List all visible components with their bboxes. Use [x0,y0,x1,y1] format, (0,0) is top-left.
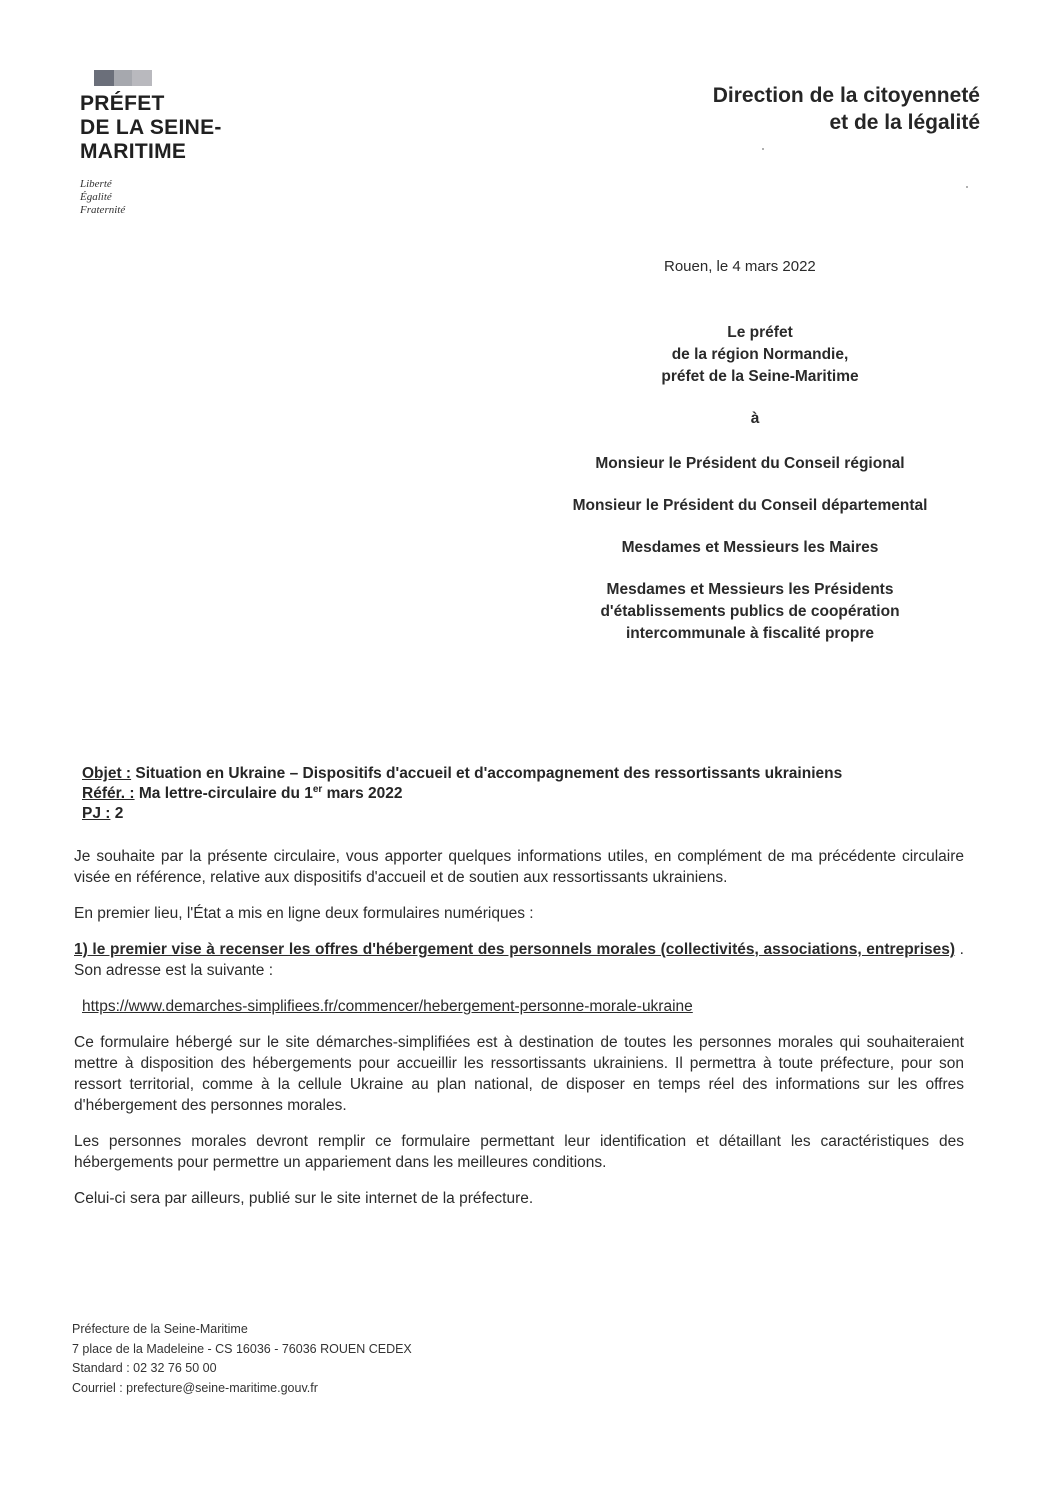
marianne-logo-icon [94,66,156,88]
letter-body [74,846,964,1224]
prefecture-name-line: DE LA SEINE- [80,116,222,139]
recipient: Monsieur le Président du Conseil départemental [572,497,928,514]
footer-line: Standard : 02 32 76 50 00 [72,1361,217,1375]
sender-line: préfet de la Seine-Maritime [661,368,859,385]
reference-label: Référ. : [82,785,135,802]
attachments-line [82,804,982,824]
prefecture-contact-footer [72,1320,412,1398]
attachments-count: 2 [110,805,124,822]
direction-line: et de la légalité [829,111,980,134]
reference-sup: er [312,783,323,795]
footer-line: 7 place de la Madeleine - CS 16036 - 76036 ROUEN CEDEX [72,1341,412,1356]
subject-block [82,764,982,824]
sender-line: Le préfet [727,324,793,341]
recipient: Monsieur le Président du Conseil régional [595,455,905,472]
reference-text-end: mars 2022 [322,785,403,802]
letter-date: Rouen, le 4 mars 2022 [664,258,816,275]
recipient-line: d'établissements publics de coopération [600,603,900,620]
recipient: Mesdames et Messieurs les Maires [621,539,879,556]
scan-speck [762,148,764,150]
sender-block [520,322,1000,388]
motto-line: Fraternité [80,204,126,216]
recipients-block [530,453,970,645]
prefecture-name-line: PRÉFET [80,92,165,115]
reference-text: Ma lettre-circulaire du 1 [134,785,313,802]
recipient-line: Mesdames et Messieurs les Présidents [606,581,894,598]
footer-line: Préfecture de la Seine-Maritime [72,1322,248,1336]
paragraph: Celui-ci sera par ailleurs, publié sur le site internet de la préfecture. [74,1190,534,1207]
form-url-link[interactable]: https://www.demarches-simplifiees.fr/commencer/hebergement-personne-morale-ukraine [82,998,693,1015]
subject-line [82,764,982,784]
to-word: à [750,410,760,427]
footer-email: Courriel : prefecture@seine-maritime.gouv.fr [72,1380,318,1395]
direction-line: Direction de la citoyenneté [712,84,980,107]
scan-speck [966,186,968,188]
motto-line: Liberté [80,178,112,190]
republic-motto [80,178,300,217]
paragraph: Je souhaite par la présente circulaire, vous apporter quelques informations utiles, en complément de ma précédente circulaire visée en référence, relative aux dispositifs d'accueil et de soutien aux ressortissants ukrainiens. [74,848,964,886]
sender-line: de la région Normandie, [671,346,849,363]
subject-label: Objet : [82,765,132,782]
list-item [74,939,964,981]
motto-line: Égalité [80,191,112,203]
paragraph: Les personnes morales devront remplir ce formulaire permettant leur identification et détaillant les caractéristiques des hébergements pour permettre un appariement dans les meilleures conditions. [74,1133,964,1171]
reference-line [82,784,982,804]
attachments-label: PJ : [82,805,111,822]
recipient-line: intercommunale à fiscalité propre [625,625,875,642]
paragraph: Ce formulaire hébergé sur le site démarches-simplifiées est à destination de toutes les personnes morales qui souhaiteraient mettre à disposition des hébergements pour accueillir les ressortissants ukrainiens. Il permettra à toute préfecture, pour son ressort territorial, comme à la cellule Ukraine au plan national, de disposer en temps réel des informations sur les offres d'hébergement des personnes morales. [74,1034,964,1114]
paragraph: En premier lieu, l'État a mis en ligne deux formulaires numériques : [74,905,534,922]
list-item-rest: . Son adresse est la suivante : [74,941,964,979]
prefecture-logo [80,66,300,217]
prefecture-name-line: MARITIME [80,140,187,163]
issuing-direction [713,82,980,136]
list-item-underlined: 1) le premier vise à recenser les offres d'hébergement des personnels morales (collectivités, associations, entreprises) [74,941,956,958]
prefecture-name [80,92,300,164]
subject-text: Situation en Ukraine – Dispositifs d'accueil et d'accompagnement des ressortissants ukrainiens [131,765,843,782]
